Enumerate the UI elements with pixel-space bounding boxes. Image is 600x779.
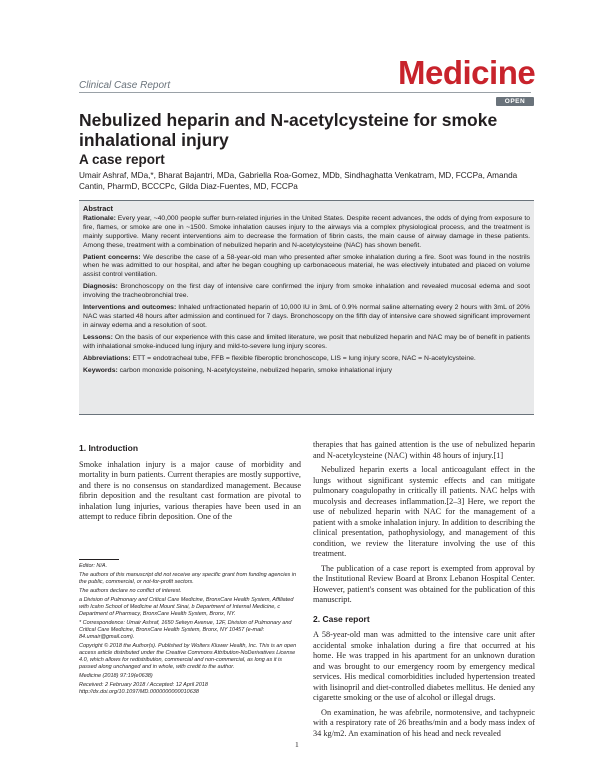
abstract-text: ETT = endotracheal tube, FFB = flexible fiberoptic bronchoscope, LIS = lung injury score, NAC = N-acetylcysteine.: [130, 354, 476, 362]
footnotes: [79, 563, 301, 698]
abstract-patient-concerns: [83, 254, 530, 281]
open-access-badge: OPEN: [496, 97, 534, 106]
abstract-text: We describe the case of a 58-year-old man who presented after smoke inhalation during a fire. Soot was found in the nostrils when he was admitted to our hospital, and after he began coughing up carbonaceous material, he was electively intubated and placed on volume assist control ventilation.: [83, 253, 530, 279]
section-label: Clinical Case Report: [79, 80, 171, 91]
footnote: Received: 2 February 2018 / Accepted: 12 April 2018 http://dx.doi.org/10.1097/MD.0000000000010638: [79, 682, 208, 695]
body-paragraph: On examination, he was afebrile, normotensive, and tachypneic with a respiratory rate of 26 breaths/min and a body mass index of 34 kg/m2. An examination of his head and neck revealed: [313, 707, 535, 738]
abstract-text: Bronchoscopy on the first day of intensive care confirmed the injury from smoke inhalation and revealed mucosal edema and soot involving the tracheobronchial tree.: [83, 283, 530, 300]
abstract-diagnosis: [83, 283, 530, 301]
body-paragraph: therapies that has gained attention is the use of nebulized heparin and N-acetylcysteine (NAC) within 48 hours of injury.[1]: [313, 440, 535, 460]
abstract-label: Keywords:: [83, 366, 118, 374]
body-paragraph: Nebulized heparin exerts a local anticoagulant effect in the lungs without significant systemic effects and can mitigate pulmonary coagulopathy in critically ill patients. NAC helps with mucolysis and decreases inflammation.[2–3] Here, we report the use of nebulized heparin with NAC for the management of a patient with a smoke inhalation injury. In addition to describing the clinical presentation, pathophysiology, and management of this condition, we review the literature involving the use of this treatment.: [313, 465, 535, 558]
footnote: The authors of this manuscript did not receive any specific grant from funding agencies in the public, commercial, or not-for-profit sectors.: [79, 572, 297, 585]
abstract-text: Every year, ~40,000 people suffer burn-related injuries in the United States. Despite recent advances, the odds of dying from exposure to fire, flames, or smoke are one in ~1500. Smoke inhalation causes injury to the airways via a complex physiological process, and the treatment is mainly supportive. Many recent interventions aim to decrease the formation of fibrin casts, the main cause of airway damage in these patients. Among these, treatment with a combination of nebulized heparin and N-acetylcysteine (NAC) has shown benefit.: [83, 214, 530, 249]
body-paragraph: A 58-year-old man was admitted to the intensive care unit after accidental smoke inhalation during a fire that occurred at his home. He was trapped in his apartment for an unknown duration and was brought to our emergency room by emergency medical services. His medical comorbidities included hypertension treated with lisinopril and diet-controlled diabetes mellitus. He denied any cigarette smoking or the use of alcohol or illegal drugs.: [313, 630, 535, 702]
abstract-keywords: [83, 367, 530, 376]
header-divider: [79, 92, 531, 93]
section-heading-introduction: 1. Introduction: [79, 443, 139, 453]
footnote: Copyright © 2018 the Author(s). Published by Wolters Kluwer Health, Inc. This is an open access article distributed under the Creative Commons Attribution-NoDerivatives License 4.0, which allows for redistribution, commercial and non-commercial, as long as it is passed along unchanged and in whole, with credit to the author.: [79, 643, 297, 670]
footnote: * Correspondence: Umair Ashraf, 1650 Selwyn Avenue, 12F, Division of Pulmonary and Critical Care Medicine, BronxCare Health System, Bronx, NY 10457 (e-mail: 84.umair@gmail.com).: [79, 620, 292, 640]
abstract-label: Abbreviations:: [83, 354, 131, 362]
abstract-label: Diagnosis:: [83, 283, 118, 291]
body-column-right: [313, 440, 535, 743]
abstract-rationale: [83, 215, 530, 251]
footnote: Medicine (2018) 97:19(e0638): [79, 673, 153, 679]
journal-logo: Medicine: [398, 54, 536, 91]
abstract-label: Patient concerns:: [83, 253, 141, 261]
footnote: The authors declare no conflict of interest.: [79, 588, 182, 594]
footnote: a Division of Pulmonary and Critical Care Medicine, BronxCare Health System, Affiliated with Icahn School of Medicine at Mount Sinai, b Department of Internal Medicine, c Department of Pharmacy, BronxCare Health System, Bronx, NY.: [79, 597, 294, 617]
abstract-label: Rationale:: [83, 214, 116, 222]
abstract-abbreviations: [83, 355, 530, 364]
section-heading-case-report: 2. Case report: [313, 613, 370, 624]
abstract-label: Interventions and outcomes:: [83, 304, 177, 312]
body-paragraph: The publication of a case report is exempted from approval by the Institutional Review Board at Bronx Lebanon Hospital Center. However, patient's consent was obtained for the publication of this manuscript.: [313, 563, 535, 604]
abstract-text: On the basis of our experience with this case and limited literature, we posit that nebulized heparin and NAC may be of benefit in patients with inhalational smoke-induced lung injury and mild-to-severe lung injury scores.: [83, 333, 530, 350]
body-paragraph: Smoke inhalation injury is a major cause of morbidity and mortality in burn patients. Current therapies are mostly supportive, and there is no consensus on standardized management. Because fibrin deposition and the resultant cast formation are pivotal to inhalation lung injuries, various therapies have been used in an attempt to reduce fibrin deposition. One of the: [79, 459, 301, 521]
abstract-lessons: [83, 334, 530, 352]
abstract-label: Lessons:: [83, 333, 113, 341]
abstract-text: Inhaled unfractionated heparin of 10,000 IU in 3mL of 0.9% normal saline alternating every 2 hours with 3mL of 20% NAC was started 48 hours after admission and continued for 7 days. Bronchoscopy on the fifth day of intensive care showed significant improvement in airway edema and a resolution of soot.: [83, 304, 530, 329]
article-subtitle: A case report: [79, 152, 165, 167]
abstract-box: [79, 200, 534, 415]
abstract-interventions: [83, 304, 530, 331]
abstract-text: carbon monoxide poisoning, N-acetylcysteine, nebulized heparin, smoke inhalational injury: [117, 366, 393, 374]
page-number: 1: [295, 740, 299, 749]
footnote-divider: [79, 559, 119, 560]
abstract-heading: Abstract: [83, 204, 113, 213]
author-list: Umair Ashraf, MDa,*, Bharat Bajantri, MDa, Gabriella Roa-Gomez, MDb, Sindhaghatta Venkatram, MD, FCCPa, Amanda Cantin, PharmD, BCCCPc, Gilda Diaz-Fuentes, MD, FCCPa: [79, 171, 518, 191]
footnote: Editor: N/A.: [79, 563, 108, 569]
article-title: Nebulized heparin and N-acetylcysteine for smoke inhalational injury: [79, 110, 498, 150]
body-column-left: [79, 443, 301, 527]
